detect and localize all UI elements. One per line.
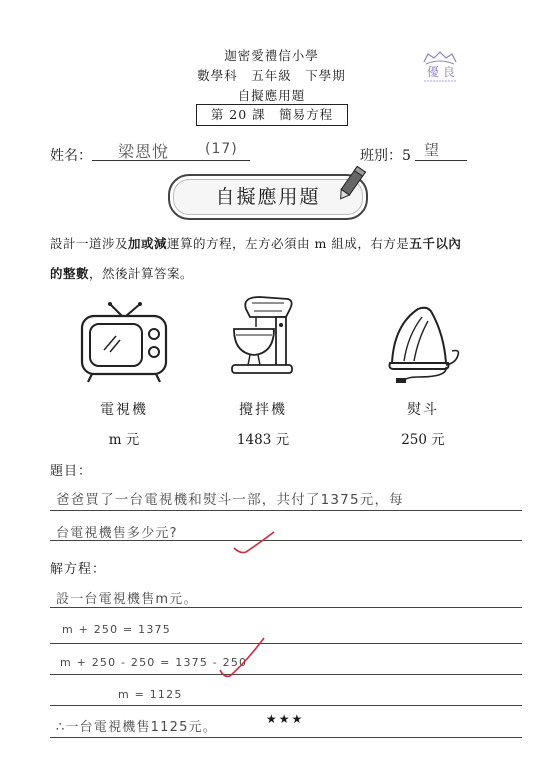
stars-mark: ★★★: [266, 712, 305, 726]
solution-rule-4: [50, 705, 522, 706]
question-rule-1: [50, 510, 522, 511]
solution-rule-1: [50, 607, 522, 608]
name-underline: [92, 160, 250, 161]
solution-line-4: m = 1125: [118, 688, 183, 701]
name-label: 姓名：: [50, 148, 92, 164]
teacher-stamp-icon: [418, 44, 462, 84]
school-name: 迦密愛禮信小學: [224, 48, 319, 63]
student-number: (17): [205, 141, 238, 157]
checkmark-icon: [218, 636, 266, 680]
solution-rule-2: [50, 643, 522, 644]
solution-line-1: 設一台電視機售m元。: [56, 592, 198, 607]
class-value: 望: [424, 141, 441, 159]
item-name-tv: 電視機: [100, 402, 148, 418]
worksheet-title: 自擬應用題: [237, 88, 306, 103]
question-rule-2: [50, 540, 522, 541]
question-line-1: 爸爸買了一台電視機和熨斗一部，共付了1375元，每: [56, 492, 404, 508]
item-name-iron: 熨斗: [407, 402, 439, 418]
instr-text-2: 運算的方程，左方必須由 m 組成，右方是: [167, 236, 410, 251]
svg-text:優 良: 優 良: [427, 65, 455, 79]
question-label: 題目：: [50, 464, 93, 479]
instr-text-3: ，然後計算答案。: [89, 266, 194, 281]
solution-rule-3: [50, 674, 522, 675]
solution-line-3: m + 250 - 250 = 1375 - 250: [60, 656, 248, 669]
lesson-box: 第 20 課 簡易方程: [196, 104, 348, 126]
banner-title: 自擬應用題: [168, 174, 368, 220]
tv-icon: [76, 302, 172, 384]
mixer-icon: [228, 295, 298, 377]
checkmark-icon: [232, 530, 276, 556]
name-value: 梁恩悅: [118, 142, 170, 161]
solution-line-2: m + 250 = 1375: [62, 623, 171, 636]
instr-bold-1: 加或減: [128, 236, 168, 251]
instr-text-1: 設計一道涉及: [50, 236, 129, 251]
solution-label: 解方程：: [50, 562, 107, 577]
item-name-mixer: 攪拌機: [239, 402, 287, 418]
subject-line: 數學科 五年級 下學期: [197, 68, 346, 83]
instr-bold-3: 的整數: [50, 266, 90, 281]
item-price-iron: 250 元: [401, 432, 445, 448]
class-underline: [415, 160, 467, 161]
item-price-tv: m 元: [108, 432, 140, 448]
question-line-2: 台電視機售多少元?: [56, 526, 178, 541]
class-label: 班別：5: [360, 148, 411, 164]
instr-bold-2: 五千以內: [409, 236, 462, 251]
solution-rule-5: [50, 737, 522, 738]
iron-icon: [384, 305, 464, 383]
pencil-icon: [334, 164, 368, 204]
solution-conclusion: ∴一台電視機售1125元。: [56, 720, 217, 735]
item-price-mixer: 1483 元: [236, 432, 290, 448]
instructions: [50, 229, 500, 289]
